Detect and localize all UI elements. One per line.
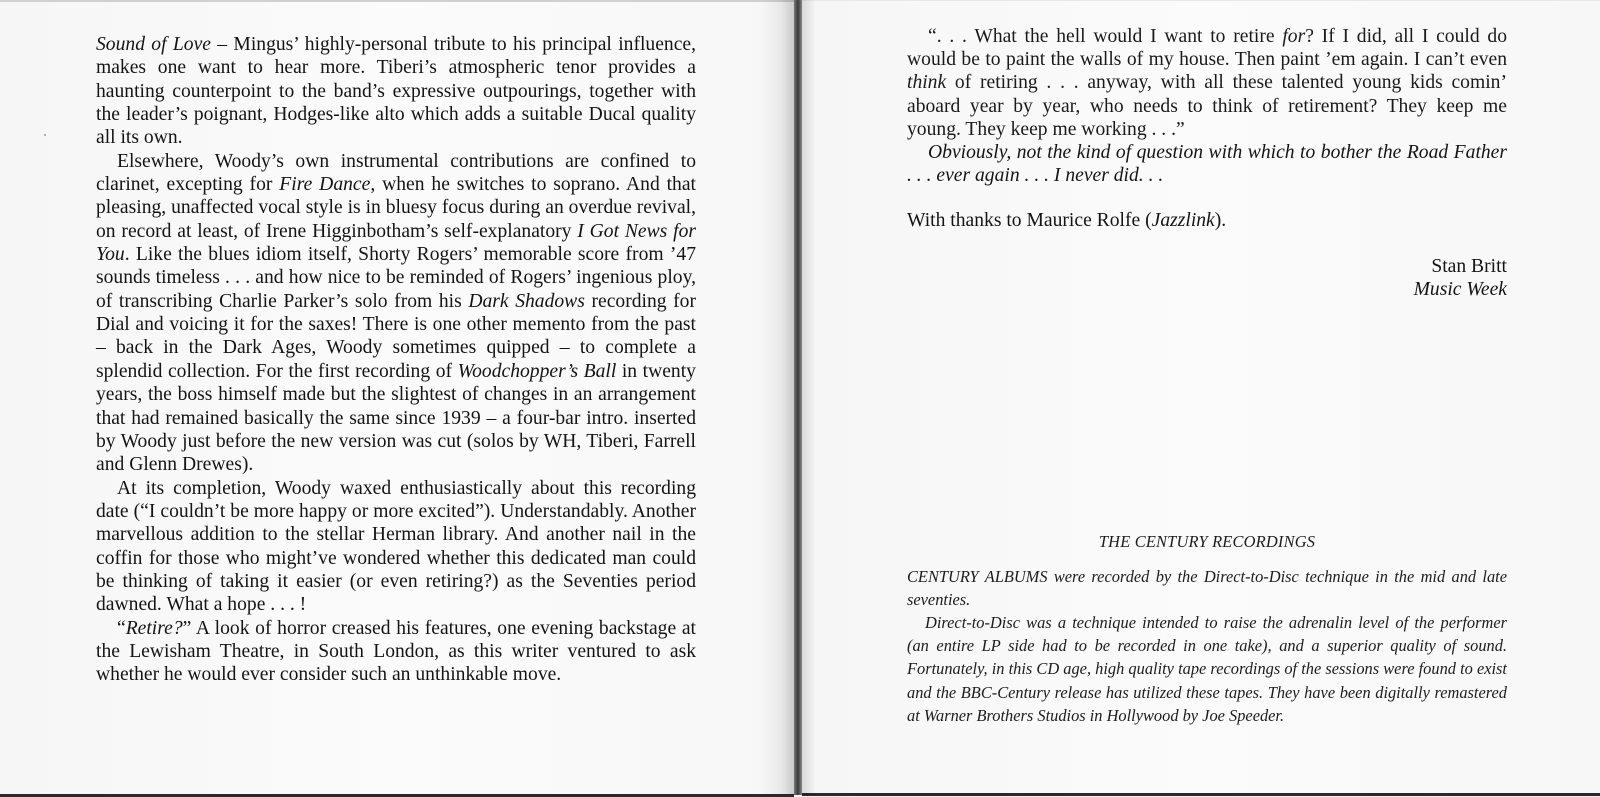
gutter-shadow xyxy=(760,0,794,795)
italic-title-text: Retire? xyxy=(125,617,183,639)
left-paragraph xyxy=(96,150,696,477)
body-text: ? If I did, all I could do would be to paint the walls of my house. Then paint ’em again. I can’t even xyxy=(907,26,1507,71)
body-text: At its completion, Woody waxed enthusiastically about this recording date (“I couldn’t be more happy or more excited”). Understandably. Another marvellous addition to the stellar Herman library. And another nail in the coffin for those who might’ve wondered whether this dedicated man could be thinking of taking it easier (or even retiring?) as the Seventies period dawned. What a hope . . . ! xyxy=(96,477,696,616)
gutter-shadow xyxy=(802,0,816,795)
author-name: Stan Britt xyxy=(1431,255,1507,277)
left-paragraph xyxy=(96,33,696,150)
body-text: – Mingus’ highly-personal tribute to his principal influence, makes one want to hear more. Tiberi’s atmospheric tenor provides a haunting counterpoint to the band’s expressive outpourings, together with the leader’s poignant, Hodges-like alto which adds a suitable Ducal quality all its own. xyxy=(96,34,696,149)
body-text: , when he switches to soprano. And that pleasing, unaffected vocal style is in bluesy focus during an overdue revival, on record at least, of Irene Higginbotham’s self-explanatory xyxy=(96,174,696,242)
italic-title-text: Woodchopper’s Ball xyxy=(457,360,617,382)
left-paragraph xyxy=(96,477,696,617)
century-heading: THE CENTURY RECORDINGS xyxy=(1098,532,1316,551)
body-text: Elsewhere, Woody’s own instrumental contributions are confined to clarinet, excepting for xyxy=(96,150,696,196)
body-text: ” A look of horror creased his features, one evening backstage at the Lewisham Theatre, in South London, as this writer ventured to ask whether he would ever consider such an unthinkable move. xyxy=(96,617,696,686)
publication-name: Music Week xyxy=(1413,278,1507,300)
italic-title-text: Sound of Love xyxy=(96,34,211,55)
century-paragraph: Direct-to-Disc was a technique intended to raise the adrenalin level of the performer (an entire LP side had to be recorded in one take), and a superior quality of sound. Fortunately, in this CD age, high quality tape recordings of the sessions were found to exist and the BBC-Century release has utilized these tapes. They have been digitally remastered at Warner Brothers Studios in Hollywood by Joe Speeder. xyxy=(907,613,1507,725)
body-text: ). xyxy=(1214,210,1227,232)
century-paragraph: CENTURY ALBUMS were recorded by the Direct-to-Disc technique in the mid and late seventies. xyxy=(907,567,1507,610)
booklet-spine xyxy=(794,0,802,795)
italic-title-text: Jazzlink xyxy=(1151,210,1215,232)
left-page xyxy=(0,0,794,797)
italic-title-text: think xyxy=(907,72,947,94)
right-page-text-column xyxy=(907,25,1507,301)
body-text: “ xyxy=(117,617,126,639)
body-text: of retiring . . . anyway, with all these talented young kids comin’ aboard year by year, who needs to think of retirement? They keep me young. They keep me working . . .” xyxy=(907,72,1507,140)
closing-remark: Obviously, not the kind of question with which to bother the Road Father . . . ever again . . . I never did. . . xyxy=(907,142,1507,187)
body-text: . Like the blues idiom itself, Shorty Rogers’ memorable score from ’47 sounds timeless . . . and how nice to be reminded of Rogers’ ingenious ploy, of transcribing Charlie Parker’s solo from his xyxy=(96,244,696,312)
italic-title-text: Dark Shadows xyxy=(468,290,585,312)
herman-quote xyxy=(907,25,1507,141)
left-paragraph xyxy=(96,617,696,687)
century-recordings-section xyxy=(907,530,1507,727)
italic-title-text: for xyxy=(1282,26,1306,47)
acknowledgement xyxy=(907,209,1507,232)
body-text: recording for Dial and voicing it for the saxes! There is one other memento from the past – back in the Dark Ages, Woody sometimes quipped – to complete a splendid collection. For the first recording of xyxy=(96,290,696,382)
body-text: in twenty years, the boss himself made but the slightest of changes in an arrangement that had remained basically the same since 1939 – a four-bar intro. inserted by Woody just before the new version was cut (solos by WH, Tiberi, Farrell and Glenn Drewes). xyxy=(96,360,696,476)
paper-speck xyxy=(44,134,46,136)
italic-title-text: Fire Dance xyxy=(279,174,371,196)
left-page-text-column xyxy=(96,33,696,687)
body-text: “. . . What the hell would I want to retire xyxy=(928,26,1283,47)
signature-block xyxy=(907,255,1507,301)
body-text: With thanks to Maurice Rolfe ( xyxy=(907,210,1152,232)
italic-title-text: I Got News for You xyxy=(96,220,696,266)
